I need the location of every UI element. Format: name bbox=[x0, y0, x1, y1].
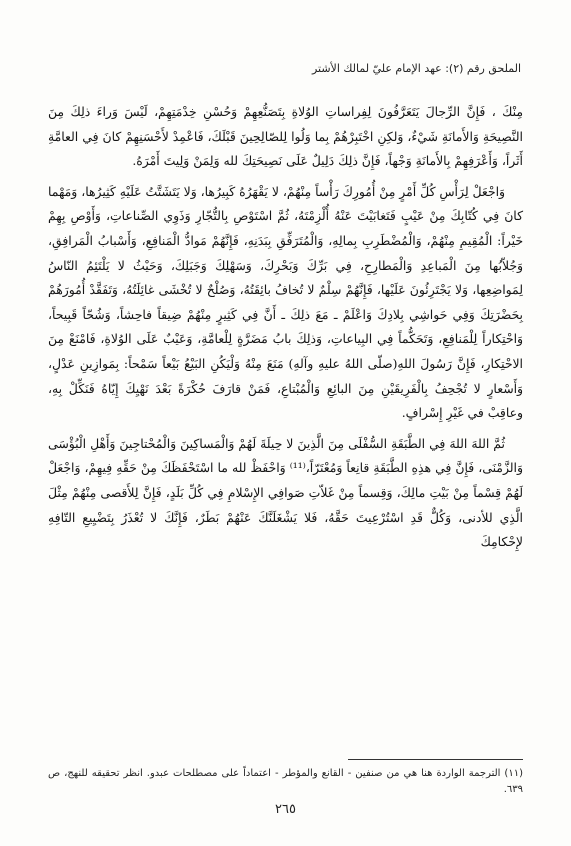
main-text bbox=[48, 100, 523, 561]
footnote-11: (١١) الترجمة الواردة هنا هي من صنفين - القانع والمؤطر - اعتماداً على مصطلحات عبدو. انظر تحقيقه للنهج، ص ٦٣٩. bbox=[48, 768, 523, 795]
paragraph-1: مِنْكَ ، فَإِنَّ الرِّجالَ يَتَعَرَّفُونَ لِفِراساتِ الوُلاةِ بِتَصَنُّعِهِمْ وَحُسْنِ خِدْمَتِهِمْ، لَيْسَ وَراءَ ذلِكَ مِنَ النَّصِيحَةِ وَالأَمانَةِ شَيْءٌ، وَلكِنِ اخْتَبِرْهُمْ بِما وَلُوا لِلصّالِحِينَ قَبْلَكَ، فَاعْمِدْ لأَحْسَنِهِمْ كانَ فِي العامَّةِ أَثَراً، وَأَعْرَفِهِمْ بِالأَمانَةِ وَجْهاً، فَإِنَّ ذلِكَ دَلِيلٌ عَلَى نَصِيحَتِكَ لله وَلِمَنْ وَلِيتَ أَمْرَهُ. bbox=[48, 104, 523, 169]
paragraph-2: وَاجْعَلْ لِرَأْسِ كُلِّ أَمْرٍ مِنْ أُمُورِكَ رَأْساً مِنْهُمْ، لا يَقْهَرُهُ كَبِيرُها، وَلا يَتَشَتَّتُ عَلَيْهِ كَثِيرُها، وَمَهْما كانَ فِي كُتّابِكَ مِنْ عَيْبٍ فَتَغابَيْتَ عَنْهُ أُلْزِمْتَهُ، ثُمَّ اسْتَوْصِ بِالتُّجّارِ وَذَوِي الصِّناعاتِ، وَأَوْصِ بِهِمْ خَيْراً: الْمُقِيمِ مِنْهُمْ، وَالْمُضْطَرِبِ بِمالِهِ، وَالْمُتَرَفِّقِ بِبَدَنِهِ، فَإِنَّهُمْ مَوادُّ الْمَنافِعِ، وَأَسْبابُ الْمَرافِقِ، وَجُلاّبُها مِنَ الْمَباعِدِ وَالْمَطارِحِ، فِي بَرِّكَ وَبَحْرِكَ، وَسَهْلِكَ وَجَبَلِكَ، وَحَيْثُ لا يَلْتَئِمُ النّاسُ لِمَواضِعِها، وَلا يَجْتَرِئُونَ عَلَيْها، فَإِنَّهُمْ سِلْمٌ لا تُخافُ بائِقَتُهُ، وَصُلْحٌ لا تُخْشَى غائِلَتُهُ، وَتَفَقَّدْ أُمُورَهُمْ بِحَضْرَتِكَ وَفِي حَواشِي بِلادِكَ وَاعْلَمْ ـ مَعَ ذلِكَ ـ أَنَّ فِي كَثِيرٍ مِنْهُمْ ضِيقاً فاحِشاً، وَشُحّاً قَبِيحاً، وَاحْتِكاراً لِلْمَنافِعِ، وَتَحَكُّماً فِي البِياعاتِ، وَذلِكَ بابُ مَضَرَّةٍ لِلْعامَّةِ، وَعَيْبٌ عَلَى الوُلاةِ، فَامْنَعْ مِنَ الاحْتِكارِ، فَإِنَّ رَسُولَ اللهِ(صلّى اللهُ عليهِ وآلهِ) مَنَعَ مِنْهُ وَلْيَكُنِ البَيْعُ بَيْعاً سَمْحاً: بِمَوازِينِ عَدْلٍ، وَأَسْعارٍ لا تُجْحِفُ بِالْفَرِيقَيْنِ مِنَ البائِعِ وَالْمُبْتاعِ، فَمَنْ قارَفَ حُكْرَةً بَعْدَ نَهْيِكَ إِيّاهُ فَنَكِّلْ بِهِ، وعاقِبْ في غَيْرِ إِسْرافٍ. bbox=[48, 183, 523, 421]
running-header: الملحق رقم (٢): عهد الإمام عليّ لمالك الأشتر bbox=[311, 62, 521, 75]
footnote-divider bbox=[348, 759, 523, 760]
paragraph-3: ثُمَّ اللهَ اللهَ فِي الطَّبَقَةِ السُّفْلَى مِنَ الَّذِينَ لا حِيلَةَ لَهُمْ وَالْمَساكِينَ وَالْمُحْتاجِينَ وَأَهْلِ الْبُؤْسَى وَالزَّمْنَى، فَإِنَّ فِي هذِهِ الطَّبَقَةِ قانِعاً وَمُعْتَرّاً،⁽¹¹⁾ وَاحْفَظْ لله ما اسْتَحْفَظَكَ مِنْ حَقِّهِ فِيهِمْ، وَاجْعَلْ لَهُمْ قِسْماً مِنْ بَيْتِ مالِكَ، وَقِسماً مِنْ غَلاّتِ صَوافِي الإِسْلامِ فِي كُلِّ بَلَدٍ، فَإِنَّ لِلأَقصى مِنْهُمْ مِثْلَ الَّذِي للأدنى، وَكُلٌّ قَدِ اسْتُرْعِيتَ حَقَّهُ، فَلا يَشْغَلَنَّكَ عَنْهُمْ بَطَرٌ، فَإِنَّكَ لا تُعْذَرُ بِتَضْيِيعِ التّافِهِ لإِحْكامِكَ bbox=[48, 435, 523, 550]
page-number: ٢٦٥ bbox=[275, 802, 296, 817]
